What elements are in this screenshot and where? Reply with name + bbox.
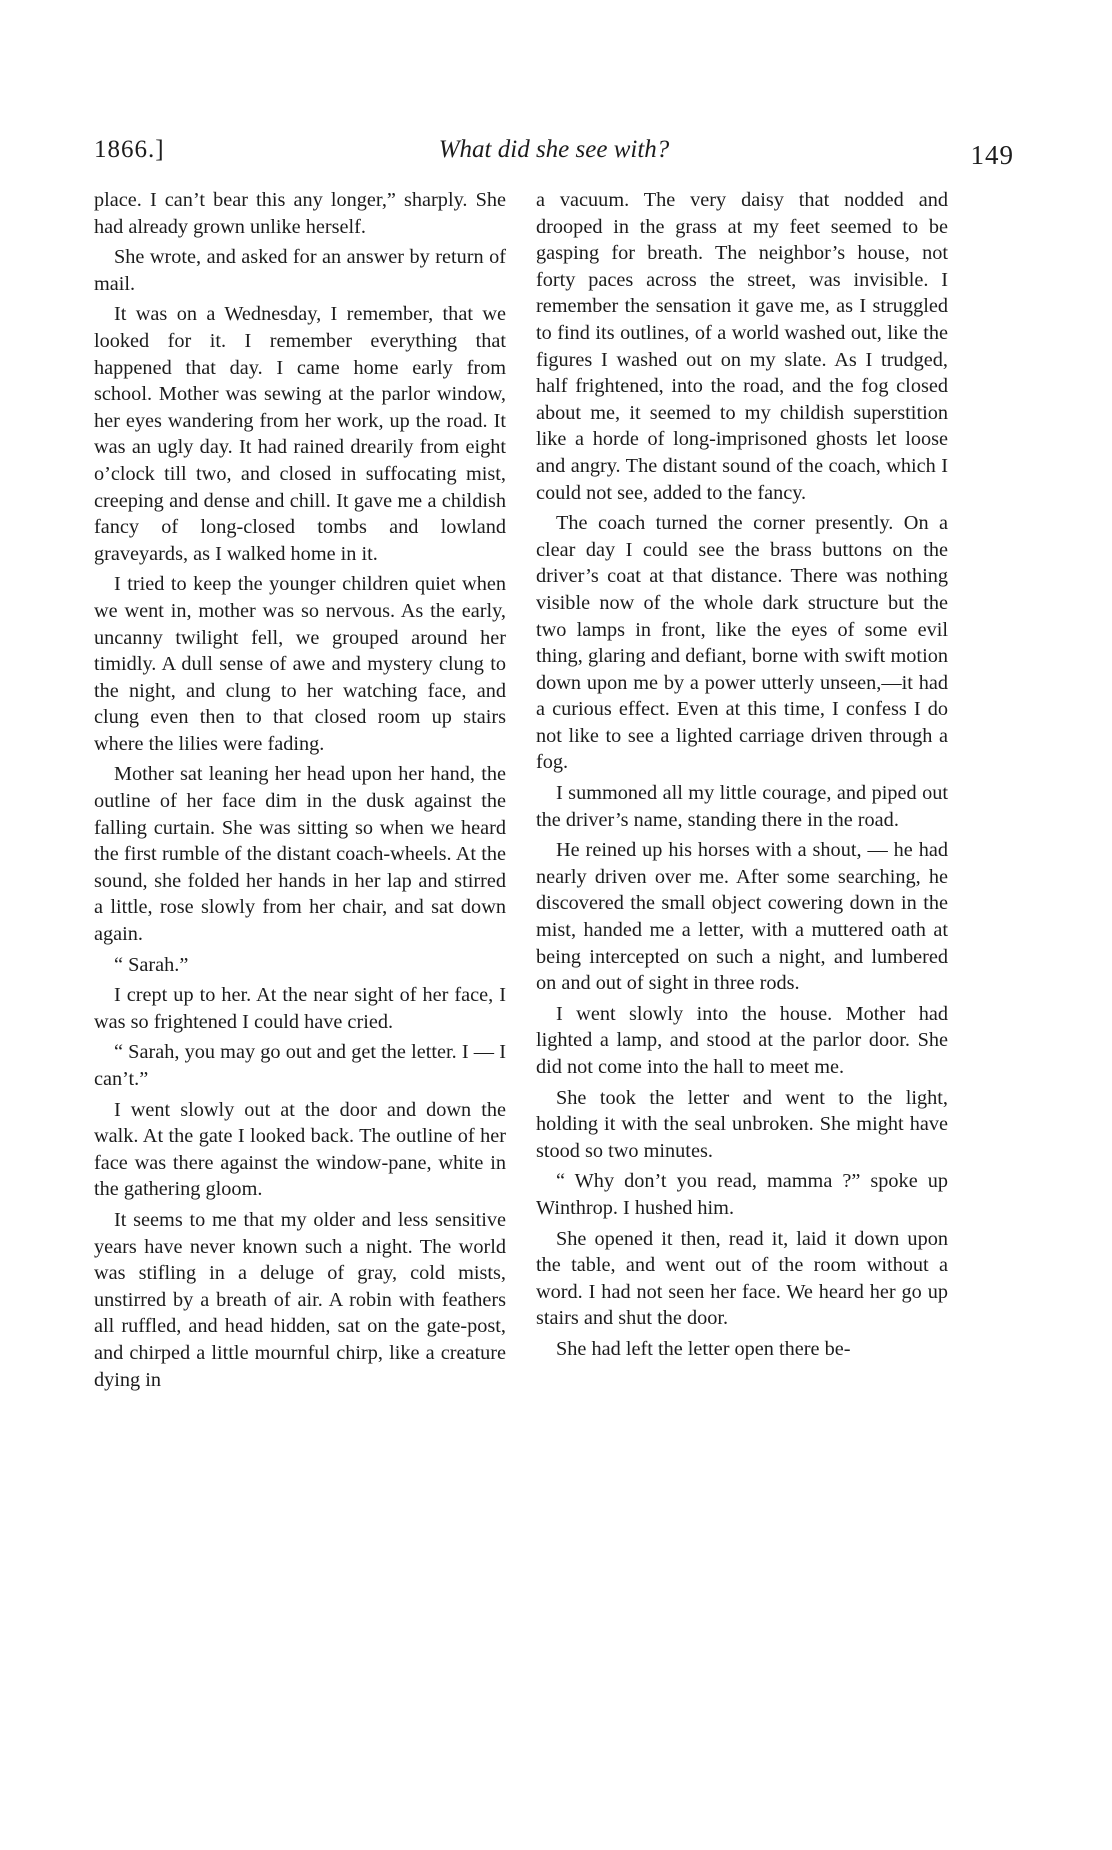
paragraph: She took the letter and went to the light, holding it with the seal unbroken. She might have stood so two minutes. [536, 1086, 948, 1162]
left-column [94, 187, 506, 1397]
paragraph: The coach turned the corner presently. On a clear day I could see the brass buttons on the driver’s coat at that distance. There was nothing visible now of the whole dark structure but the two lamps in front, like the eyes of some evil thing, glaring and defiant, borne with swift motion down upon me by a power utterly unseen,—it had a curious effect. Even at this time, I confess I do not like to see a lighted carriage driven through a fog. [536, 512, 948, 774]
header-year: 1866.] [94, 136, 165, 163]
paragraph: It was on a Wednesday, I remember, that we looked for it. I remember everything that happened that day. I came home early from school. Mother was sewing at the parlor window, her eyes wandering from her work, up the road. It was an ugly day. It had rained drearily from eight o’clock till two, and closed in suffocating mist, creeping and dense and chill. It gave me a childish fancy of long-closed tombs and lowland graveyards, as I walked home in it. [94, 303, 506, 565]
paragraph: “ Sarah, you may go out and get the letter. I — I can’t.” [94, 1041, 506, 1090]
paragraph: a vacuum. The very daisy that nodded and drooped in the grass at my feet seemed to be gasping for breath. The neighbor’s house, not forty paces across the street, was invisible. I remember the sensation it gave me, as I struggled to find its outlines, of a world washed out, like the figures I washed out on my slate. As I trudged, half frightened, into the road, and the fog closed about me, it seemed to my childish superstition like a horde of long-imprisoned ghosts let loose and angry. The distant sound of the coach, which I could not see, added to the fancy. [536, 189, 948, 504]
paragraph: She wrote, and asked for an answer by return of mail. [94, 246, 506, 295]
paragraph: She had left the letter open there be- [556, 1337, 851, 1360]
paragraph: Mother sat leaning her head upon her hand, the outline of her face dim in the dusk against the falling curtain. She was sitting so when we heard the first rumble of the distant coach-wheels. At the sound, she folded her hands in her lap and stirred a little, rose slowly from her chair, and sat down again. [94, 763, 506, 946]
running-header [94, 132, 1014, 172]
paragraph: It seems to me that my older and less sensitive years have never known such a night. The world was stifling in a deluge of gray, cold mists, unstirred by a breath of air. A robin with feathers all ruffled, and head hidden, sat on the gate-post, and chirped a little mournful chirp, like a creature dying in [94, 1208, 506, 1391]
paragraph: “ Why don’t you read, mamma ?” spoke up Winthrop. I hushed him. [536, 1170, 948, 1219]
paragraph: place. I can’t bear this any longer,” sharply. She had already grown unlike herself. [94, 189, 506, 238]
page-number: 149 [970, 140, 1014, 170]
paragraph: I went slowly out at the door and down the walk. At the gate I looked back. The outline of her face was there against the window-pane, white in the gathering gloom. [94, 1098, 506, 1201]
paragraph: I crept up to her. At the near sight of her face, I was so frightened I could have cried. [94, 984, 506, 1033]
right-column [536, 187, 948, 1367]
paragraph: I summoned all my little courage, and piped out the driver’s name, standing there in the road. [536, 782, 948, 831]
paragraph: I tried to keep the younger children quiet when we went in, mother was so nervous. As the early, uncanny twilight fell, we grouped around her timidly. A dull sense of awe and mystery clung to the night, and clung to her watching face, and clung even then to that closed room up stairs where the lilies were fading. [94, 573, 506, 755]
paragraph: I went slowly into the house. Mother had lighted a lamp, and stood at the parlor door. She did not come into the hall to meet me. [536, 1002, 948, 1078]
paragraph: He reined up his horses with a shout, — he had nearly driven over me. After some searching, he discovered the small object cowering down in the mist, handed me a letter, with a muttered oath at being intercepted on such a night, and lumbered on and out of sight in three rods. [536, 839, 948, 995]
header-title: What did she see with? [438, 136, 670, 163]
paragraph: She opened it then, read it, laid it down upon the table, and went out of the room without a word. I had not seen her face. We heard her go up stairs and shut the door. [536, 1227, 948, 1330]
paragraph: “ Sarah.” [114, 953, 189, 976]
